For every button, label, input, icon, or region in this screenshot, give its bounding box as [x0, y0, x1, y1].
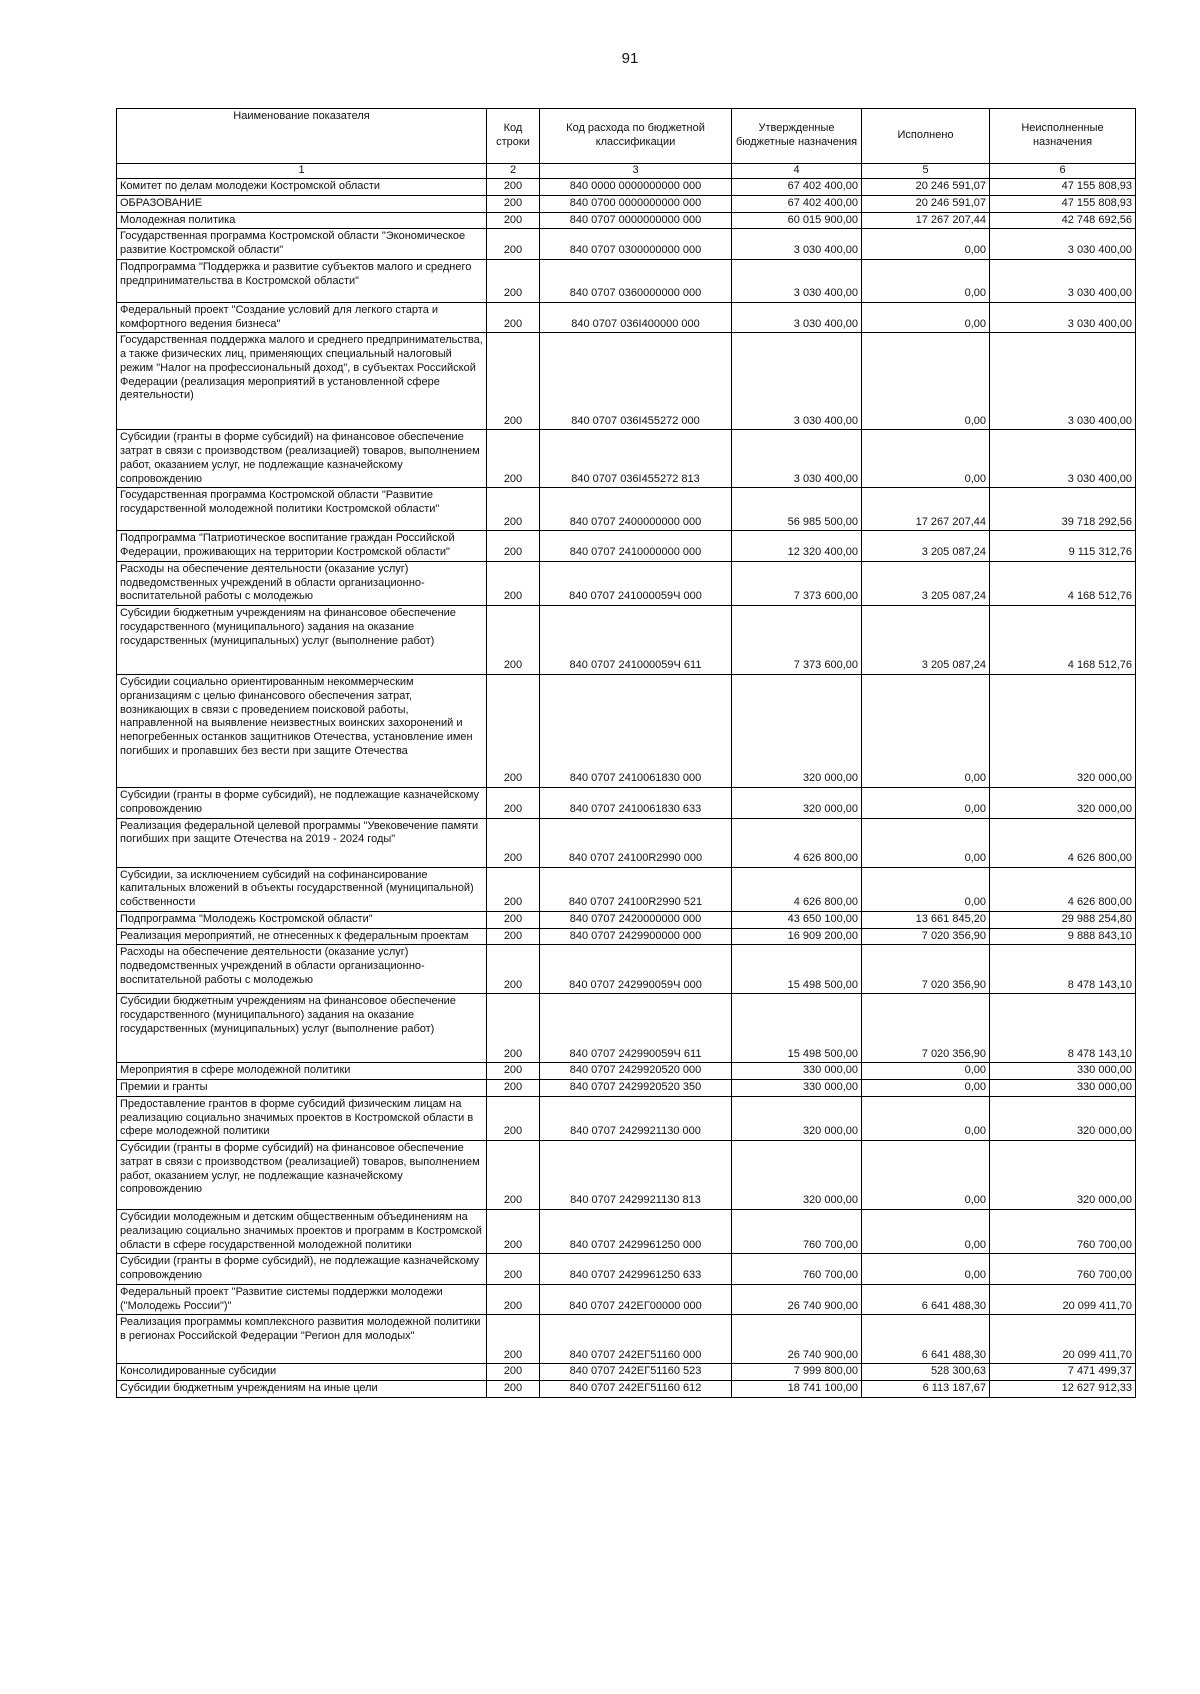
- row-line-code: 200: [487, 1315, 540, 1364]
- table-row: [117, 229, 1136, 260]
- table-row: [117, 259, 1136, 302]
- row-budget-code: 840 0707 036I455272 813: [540, 430, 732, 488]
- row-line-code: 200: [487, 994, 540, 1063]
- row-executed: 0,00: [862, 1063, 990, 1080]
- row-unexecuted: 47 155 808,93: [990, 195, 1136, 212]
- row-budget-code: 840 0707 241000059Ч 611: [540, 606, 732, 675]
- row-approved: 3 030 400,00: [732, 430, 862, 488]
- row-approved: 18 741 100,00: [732, 1381, 862, 1398]
- row-approved: 3 030 400,00: [732, 229, 862, 260]
- row-approved: 3 030 400,00: [732, 259, 862, 302]
- row-approved: 330 000,00: [732, 1080, 862, 1097]
- row-executed: 7 020 356,90: [862, 994, 990, 1063]
- row-approved: 3 030 400,00: [732, 302, 862, 333]
- table-row: [117, 1141, 1136, 1210]
- table-row: [117, 606, 1136, 675]
- row-budget-code: 840 0707 2429921130 000: [540, 1096, 732, 1140]
- row-line-code: 200: [487, 179, 540, 196]
- row-budget-code: 840 0700 0000000000 000: [540, 195, 732, 212]
- table-row: [117, 818, 1136, 867]
- row-unexecuted: 760 700,00: [990, 1254, 1136, 1285]
- row-budget-code: 840 0707 2429961250 000: [540, 1210, 732, 1254]
- table-row: [117, 488, 1136, 531]
- table-row: [117, 1254, 1136, 1285]
- table-row: [117, 911, 1136, 928]
- row-executed: 7 020 356,90: [862, 945, 990, 994]
- row-line-code: 200: [487, 818, 540, 867]
- row-approved: 60 015 900,00: [732, 212, 862, 229]
- row-executed: 0,00: [862, 430, 990, 488]
- row-name: Комитет по делам молодежи Костромской области: [117, 179, 487, 196]
- row-unexecuted: 3 030 400,00: [990, 302, 1136, 333]
- row-unexecuted: 39 718 292,56: [990, 488, 1136, 531]
- table-row: [117, 994, 1136, 1063]
- row-name: Реализация программы комплексного развития молодежной политики в регионах Российской Федерации "Регион для молодых": [117, 1315, 487, 1364]
- row-executed: 0,00: [862, 1080, 990, 1097]
- row-name: Премии и гранты: [117, 1080, 487, 1097]
- table-row: [117, 1284, 1136, 1315]
- table-row: [117, 561, 1136, 605]
- row-executed: 0,00: [862, 867, 990, 911]
- row-line-code: 200: [487, 867, 540, 911]
- row-unexecuted: 320 000,00: [990, 788, 1136, 819]
- table-row: [117, 531, 1136, 562]
- row-name: Государственная программа Костромской области "Экономическое развитие Костромской области": [117, 229, 487, 260]
- row-name: Субсидии молодежным и детским общественным объединениям на реализацию социально значимых проектов и программ в Костромской области в сфере государственной молодежной политики: [117, 1210, 487, 1254]
- row-approved: 16 909 200,00: [732, 928, 862, 945]
- row-name: Мероприятия в сфере молодежной политики: [117, 1063, 487, 1080]
- row-budget-code: 840 0707 036I455272 000: [540, 333, 732, 430]
- row-line-code: 200: [487, 1063, 540, 1080]
- row-budget-code: 840 0000 0000000000 000: [540, 179, 732, 196]
- row-name: Субсидии бюджетным учреждениям на финансовое обеспечение государственного (муниципального) задания на оказание государственных (муниципальных) услуг (выполнение работ): [117, 606, 487, 675]
- row-unexecuted: 760 700,00: [990, 1210, 1136, 1254]
- row-executed: 13 661 845,20: [862, 911, 990, 928]
- row-unexecuted: 4 626 800,00: [990, 818, 1136, 867]
- table-row: [117, 788, 1136, 819]
- table-row: [117, 928, 1136, 945]
- row-line-code: 200: [487, 195, 540, 212]
- row-budget-code: 840 0707 2410061830 000: [540, 675, 732, 788]
- column-number: 3: [540, 164, 732, 179]
- row-name: Федеральный проект "Создание условий для легкого старта и комфортного ведения бизнеса": [117, 302, 487, 333]
- header-name: Наименование показателя: [117, 109, 487, 164]
- row-executed: 3 205 087,24: [862, 531, 990, 562]
- row-approved: 760 700,00: [732, 1210, 862, 1254]
- row-executed: 0,00: [862, 302, 990, 333]
- row-name: Подпрограмма "Молодежь Костромской области": [117, 911, 487, 928]
- row-executed: 0,00: [862, 1096, 990, 1140]
- row-approved: 320 000,00: [732, 675, 862, 788]
- header-row: [117, 109, 1136, 164]
- budget-report-table: [116, 108, 1136, 1398]
- column-number: 1: [117, 164, 487, 179]
- row-unexecuted: 42 748 692,56: [990, 212, 1136, 229]
- row-budget-code: 840 0707 24100R2990 000: [540, 818, 732, 867]
- row-budget-code: 840 0707 242ЕГ51160 612: [540, 1381, 732, 1398]
- row-executed: 17 267 207,44: [862, 212, 990, 229]
- row-executed: 0,00: [862, 1254, 990, 1285]
- row-budget-code: 840 0707 242ЕГ51160 000: [540, 1315, 732, 1364]
- row-approved: 320 000,00: [732, 788, 862, 819]
- row-unexecuted: 29 988 254,80: [990, 911, 1136, 928]
- row-budget-code: 840 0707 2429920520 350: [540, 1080, 732, 1097]
- header-line-code: Код строки: [487, 109, 540, 164]
- row-executed: 0,00: [862, 333, 990, 430]
- row-unexecuted: 320 000,00: [990, 1096, 1136, 1140]
- row-line-code: 200: [487, 928, 540, 945]
- table-row: [117, 333, 1136, 430]
- row-line-code: 200: [487, 1080, 540, 1097]
- row-name: Расходы на обеспечение деятельности (оказание услуг) подведомственных учреждений в области организационно-воспитательной работы с молодежью: [117, 561, 487, 605]
- row-executed: 6 641 488,30: [862, 1315, 990, 1364]
- row-approved: 7 999 800,00: [732, 1364, 862, 1381]
- row-unexecuted: 330 000,00: [990, 1063, 1136, 1080]
- column-number: 6: [990, 164, 1136, 179]
- row-unexecuted: 4 168 512,76: [990, 561, 1136, 605]
- row-line-code: 200: [487, 229, 540, 260]
- row-approved: 7 373 600,00: [732, 606, 862, 675]
- row-budget-code: 840 0707 0360000000 000: [540, 259, 732, 302]
- row-name: Консолидированные субсидии: [117, 1364, 487, 1381]
- row-executed: 6 641 488,30: [862, 1284, 990, 1315]
- row-approved: 15 498 500,00: [732, 945, 862, 994]
- row-approved: 26 740 900,00: [732, 1284, 862, 1315]
- row-budget-code: 840 0707 2429900000 000: [540, 928, 732, 945]
- row-budget-code: 840 0707 24100R2990 521: [540, 867, 732, 911]
- row-line-code: 200: [487, 1210, 540, 1254]
- row-executed: 0,00: [862, 1210, 990, 1254]
- row-executed: 7 020 356,90: [862, 928, 990, 945]
- row-name: ОБРАЗОВАНИЕ: [117, 195, 487, 212]
- row-unexecuted: 320 000,00: [990, 1141, 1136, 1210]
- row-name: Субсидии, за исключением субсидий на софинансирование капитальных вложений в объекты государственной (муниципальной) собственности: [117, 867, 487, 911]
- row-line-code: 200: [487, 333, 540, 430]
- row-line-code: 200: [487, 911, 540, 928]
- row-line-code: 200: [487, 606, 540, 675]
- row-approved: 12 320 400,00: [732, 531, 862, 562]
- row-approved: 43 650 100,00: [732, 911, 862, 928]
- column-number-row: [117, 164, 1136, 179]
- header-approved: Утвержденные бюджетные назначения: [732, 109, 862, 164]
- row-budget-code: 840 0707 036I400000 000: [540, 302, 732, 333]
- row-budget-code: 840 0707 0300000000 000: [540, 229, 732, 260]
- row-budget-code: 840 0707 2429920520 000: [540, 1063, 732, 1080]
- table-row: [117, 212, 1136, 229]
- row-approved: 320 000,00: [732, 1096, 862, 1140]
- row-executed: 17 267 207,44: [862, 488, 990, 531]
- row-executed: 0,00: [862, 675, 990, 788]
- row-unexecuted: 3 030 400,00: [990, 430, 1136, 488]
- row-budget-code: 840 0707 2410000000 000: [540, 531, 732, 562]
- row-line-code: 200: [487, 945, 540, 994]
- row-line-code: 200: [487, 488, 540, 531]
- row-approved: 3 030 400,00: [732, 333, 862, 430]
- row-name: Субсидии бюджетным учреждениям на иные цели: [117, 1381, 487, 1398]
- row-line-code: 200: [487, 675, 540, 788]
- table-row: [117, 430, 1136, 488]
- table-row: [117, 1315, 1136, 1364]
- row-unexecuted: 8 478 143,10: [990, 994, 1136, 1063]
- row-unexecuted: 47 155 808,93: [990, 179, 1136, 196]
- header-executed: Исполнено: [862, 109, 990, 164]
- row-budget-code: 840 0707 241000059Ч 000: [540, 561, 732, 605]
- row-name: Субсидии (гранты в форме субсидий), не подлежащие казначейскому сопровождению: [117, 1254, 487, 1285]
- row-unexecuted: 9 115 312,76: [990, 531, 1136, 562]
- row-line-code: 200: [487, 1096, 540, 1140]
- row-unexecuted: 3 030 400,00: [990, 259, 1136, 302]
- table-row: [117, 1210, 1136, 1254]
- row-line-code: 200: [487, 259, 540, 302]
- row-executed: 0,00: [862, 229, 990, 260]
- row-line-code: 200: [487, 788, 540, 819]
- row-name: Реализация федеральной целевой программы "Увековечение памяти погибших при защите Отечества на 2019 - 2024 годы": [117, 818, 487, 867]
- row-budget-code: 840 0707 2429961250 633: [540, 1254, 732, 1285]
- row-budget-code: 840 0707 0000000000 000: [540, 212, 732, 229]
- row-line-code: 200: [487, 1364, 540, 1381]
- row-name: Федеральный проект "Развитие системы поддержки молодежи ("Молодежь России")": [117, 1284, 487, 1315]
- row-budget-code: 840 0707 2420000000 000: [540, 911, 732, 928]
- row-name: Реализация мероприятий, не отнесенных к федеральным проектам: [117, 928, 487, 945]
- row-name: Расходы на обеспечение деятельности (оказание услуг) подведомственных учреждений в области организационно-воспитательной работы с молодежью: [117, 945, 487, 994]
- row-line-code: 200: [487, 430, 540, 488]
- row-approved: 760 700,00: [732, 1254, 862, 1285]
- row-unexecuted: 9 888 843,10: [990, 928, 1136, 945]
- row-executed: 3 205 087,24: [862, 606, 990, 675]
- table-row: [117, 1063, 1136, 1080]
- row-budget-code: 840 0707 242ЕГ00000 000: [540, 1284, 732, 1315]
- table-row: [117, 179, 1136, 196]
- row-name: Подпрограмма "Поддержка и развитие субъектов малого и среднего предпринимательства в Костромской области": [117, 259, 487, 302]
- row-executed: 0,00: [862, 259, 990, 302]
- row-unexecuted: 20 099 411,70: [990, 1315, 1136, 1364]
- row-name: Подпрограмма "Патриотическое воспитание граждан Российской Федерации, проживающих на территории Костромской области": [117, 531, 487, 562]
- row-executed: 3 205 087,24: [862, 561, 990, 605]
- row-executed: 528 300,63: [862, 1364, 990, 1381]
- row-approved: 4 626 800,00: [732, 867, 862, 911]
- table-row: [117, 195, 1136, 212]
- column-number: 5: [862, 164, 990, 179]
- row-budget-code: 840 0707 2429921130 813: [540, 1141, 732, 1210]
- row-line-code: 200: [487, 1284, 540, 1315]
- column-number: 2: [487, 164, 540, 179]
- row-name: Субсидии социально ориентированным некоммерческим организациям с целью финансового обеспечения затрат, возникающих в связи с проведением поисковой работы, направленной на выявление неизвестных воинских захоронений и непогребенных останков защитников Отечества, установление имен погибших и пропавших без вести при защите Отечества: [117, 675, 487, 788]
- table-row: [117, 945, 1136, 994]
- row-name: Предоставление грантов в форме субсидий физическим лицам на реализацию социально значимых проектов в Костромской области в сфере молодежной политики: [117, 1096, 487, 1140]
- row-name: Субсидии бюджетным учреждениям на финансовое обеспечение государственного (муниципального) задания на оказание государственных (муниципальных) услуг (выполнение работ): [117, 994, 487, 1063]
- row-budget-code: 840 0707 2400000000 000: [540, 488, 732, 531]
- row-approved: 67 402 400,00: [732, 179, 862, 196]
- row-name: Государственная программа Костромской области "Развитие государственной молодежной политики Костромской области": [117, 488, 487, 531]
- table-row: [117, 302, 1136, 333]
- row-unexecuted: 7 471 499,37: [990, 1364, 1136, 1381]
- row-approved: 320 000,00: [732, 1141, 862, 1210]
- row-unexecuted: 20 099 411,70: [990, 1284, 1136, 1315]
- row-executed: 20 246 591,07: [862, 195, 990, 212]
- row-name: Государственная поддержка малого и среднего предпринимательства, а также физических лиц, применяющих специальный налоговый режим "Налог на профессиональный доход", в субъектах Российской Федерации (реализация мероприятий в установленной сфере деятельности): [117, 333, 487, 430]
- page-number: 91: [621, 50, 639, 67]
- row-unexecuted: 320 000,00: [990, 675, 1136, 788]
- row-approved: 330 000,00: [732, 1063, 862, 1080]
- row-budget-code: 840 0707 242990059Ч 611: [540, 994, 732, 1063]
- row-executed: 6 113 187,67: [862, 1381, 990, 1398]
- table-row: [117, 1080, 1136, 1097]
- row-approved: 56 985 500,00: [732, 488, 862, 531]
- row-budget-code: 840 0707 2410061830 633: [540, 788, 732, 819]
- row-name: Субсидии (гранты в форме субсидий), не подлежащие казначейскому сопровождению: [117, 788, 487, 819]
- row-unexecuted: 12 627 912,33: [990, 1381, 1136, 1398]
- column-number: 4: [732, 164, 862, 179]
- table-row: [117, 1381, 1136, 1398]
- row-executed: 20 246 591,07: [862, 179, 990, 196]
- row-line-code: 200: [487, 302, 540, 333]
- table-row: [117, 867, 1136, 911]
- row-name: Субсидии (гранты в форме субсидий) на финансовое обеспечение затрат в связи с производством (реализацией) товаров, выполнением работ, оказанием услуг, не подлежащие казначейскому сопровождению: [117, 1141, 487, 1210]
- table-row: [117, 675, 1136, 788]
- row-name: Молодежная политика: [117, 212, 487, 229]
- row-budget-code: 840 0707 242ЕГ51160 523: [540, 1364, 732, 1381]
- row-unexecuted: 330 000,00: [990, 1080, 1136, 1097]
- row-approved: 15 498 500,00: [732, 994, 862, 1063]
- row-approved: 26 740 900,00: [732, 1315, 862, 1364]
- row-approved: 4 626 800,00: [732, 818, 862, 867]
- row-approved: 7 373 600,00: [732, 561, 862, 605]
- row-executed: 0,00: [862, 788, 990, 819]
- row-name: Субсидии (гранты в форме субсидий) на финансовое обеспечение затрат в связи с производством (реализацией) товаров, выполнением работ, оказанием услуг, не подлежащие казначейскому сопровождению: [117, 430, 487, 488]
- table-row: [117, 1096, 1136, 1140]
- row-line-code: 200: [487, 561, 540, 605]
- row-approved: 67 402 400,00: [732, 195, 862, 212]
- row-line-code: 200: [487, 1141, 540, 1210]
- row-executed: 0,00: [862, 1141, 990, 1210]
- row-unexecuted: 8 478 143,10: [990, 945, 1136, 994]
- table-row: [117, 1364, 1136, 1381]
- row-line-code: 200: [487, 1381, 540, 1398]
- header-budget-code: Код расхода по бюджетной классификации: [540, 109, 732, 164]
- row-unexecuted: 4 168 512,76: [990, 606, 1136, 675]
- row-line-code: 200: [487, 531, 540, 562]
- row-unexecuted: 3 030 400,00: [990, 333, 1136, 430]
- row-unexecuted: 4 626 800,00: [990, 867, 1136, 911]
- row-line-code: 200: [487, 212, 540, 229]
- header-unexecuted: Неисполненные назначения: [990, 109, 1136, 164]
- row-budget-code: 840 0707 242990059Ч 000: [540, 945, 732, 994]
- row-unexecuted: 3 030 400,00: [990, 229, 1136, 260]
- row-executed: 0,00: [862, 818, 990, 867]
- row-line-code: 200: [487, 1254, 540, 1285]
